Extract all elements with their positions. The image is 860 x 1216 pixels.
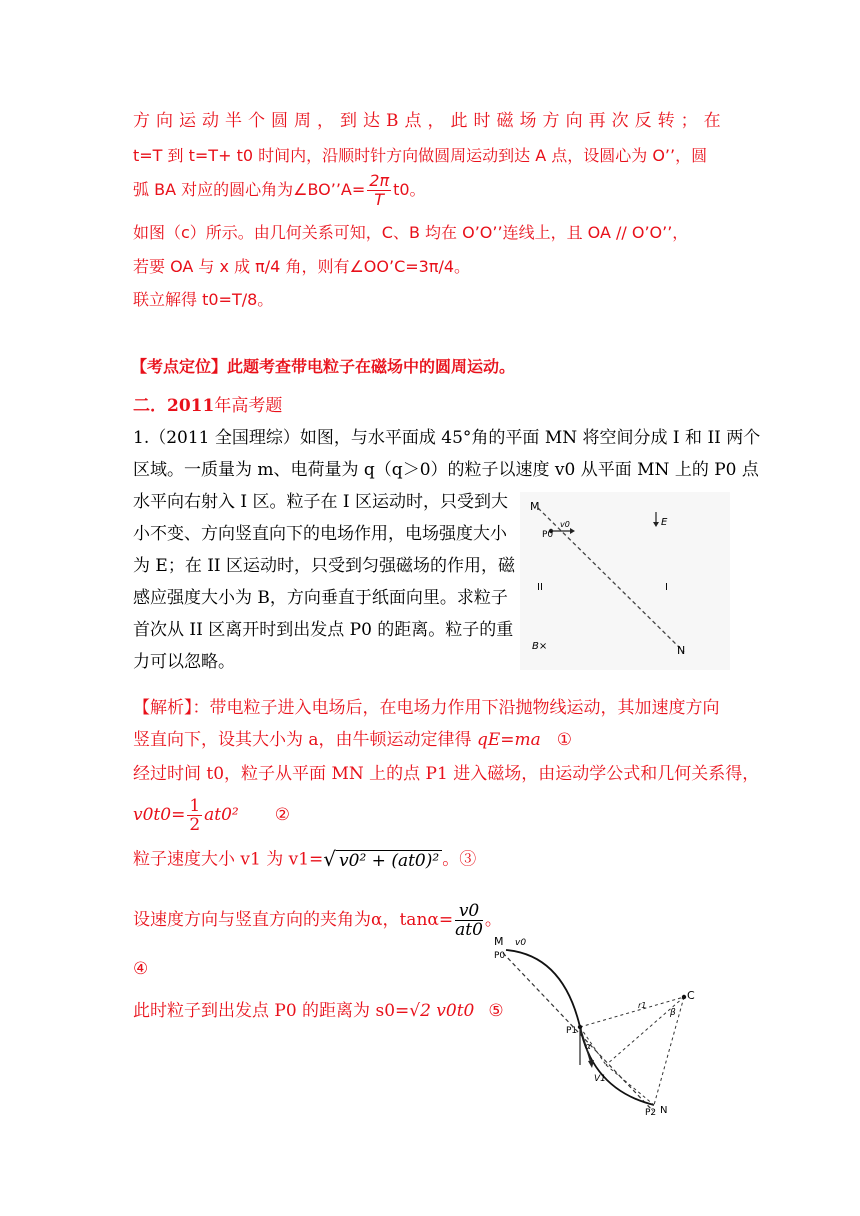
solution-line-1: 【解析】：带电粒子进入电场后，在电场力作用下沿抛物线运动，其加速度方向 bbox=[133, 698, 720, 718]
fig2-label-r1: r1 bbox=[638, 1001, 647, 1010]
solution-equation-1: qE=ma bbox=[476, 730, 541, 750]
problem-line-2: 区域。一质量为 m、电荷量为 q（q＞0）的粒子以速度 v0 从平面 MN 上的 P0 点 bbox=[133, 460, 759, 480]
solution-line-4-rhs: at0² bbox=[204, 805, 239, 825]
fig2-label-beta: β bbox=[670, 1008, 676, 1018]
solution-line-8 bbox=[133, 1000, 504, 1022]
fig1-label-II: II bbox=[537, 582, 543, 593]
solution-line-2 bbox=[133, 729, 572, 751]
tan-num: v0 bbox=[455, 902, 483, 921]
fig2-radius-line bbox=[580, 997, 684, 1027]
fig2-center-to-p2 bbox=[654, 997, 684, 1105]
equation-marker-5: ⑤ bbox=[488, 1001, 504, 1021]
solution-line-6-tail: 。 bbox=[484, 910, 502, 930]
problem-line-7: 首次从 II 区离开时到出发点 P0 的距离。粒子的重 bbox=[133, 620, 514, 640]
top-line-4: 如图（c）所示。由几何关系可知，C、B 均在 O’O’’连线上，且 OA // O’O’’， bbox=[133, 223, 689, 242]
solution-line-6-text: 设速度方向与竖直方向的夹角为α，tanα= bbox=[133, 910, 454, 930]
top-line-2: t=T 到 t=T+ t0 时间内，沿顺时针方向做圆周运动到达 A 点，设圆心为 O’’，圆 bbox=[133, 146, 708, 165]
equation-marker-1: ① bbox=[556, 730, 572, 750]
fig1-label-v0: v0 bbox=[560, 520, 570, 529]
section-year: 2011 bbox=[167, 396, 215, 416]
top-line-1: 方 向 运 动 半 个 圆 周 ， 到 达 B 点 ， 此 时 磁 场 方 向 再 次 反 转 ； 在 bbox=[133, 111, 721, 131]
sqrt-expression bbox=[323, 848, 442, 872]
half-den: 2 bbox=[189, 815, 201, 835]
fig2-label-N: N bbox=[660, 1105, 668, 1116]
fig1-label-I: I bbox=[665, 582, 668, 593]
solution-line-5-text: 粒子速度大小 v1 为 v1= bbox=[133, 849, 324, 870]
top-line-3 bbox=[133, 172, 426, 209]
fig2-v1-arrowhead bbox=[588, 1060, 594, 1068]
solution-line-5 bbox=[133, 848, 476, 872]
fig2-label-alpha: α bbox=[585, 1042, 591, 1052]
fig2-center-point bbox=[682, 995, 686, 999]
fig2-label-P0: P0 bbox=[494, 951, 506, 961]
solution-line-6 bbox=[133, 898, 502, 942]
top-line-3-text: 弧 BA 对应的圆心角为∠BO’’A= bbox=[133, 180, 366, 199]
top-line-3-tail: t0。 bbox=[393, 180, 426, 199]
fig1-label-P0: P0 bbox=[542, 530, 554, 540]
tan-fraction bbox=[455, 902, 483, 939]
solution-line-2-text: 竖直向下，设其大小为 a，由牛顿运动定律得 bbox=[133, 730, 477, 750]
fig2-label-v0: v0 bbox=[515, 938, 527, 948]
solution-line-8-value: √2 v0t0 bbox=[409, 1001, 475, 1021]
problem-line-6: 感应强度大小为 B，方向垂直于纸面向里。求粒子 bbox=[133, 588, 508, 608]
figure-1-bg bbox=[520, 492, 730, 670]
top-fraction-num: 2π bbox=[369, 171, 390, 190]
equation-marker-3: 。③ bbox=[442, 849, 477, 870]
fig2-p1-point bbox=[578, 1025, 582, 1029]
fig2-p1-to-mid bbox=[580, 1027, 606, 1065]
figure-mn-plane bbox=[520, 492, 730, 670]
fig1-label-E: E bbox=[661, 517, 668, 528]
fig1-label-B: B× bbox=[532, 641, 548, 652]
fig2-label-M: M bbox=[494, 935, 504, 948]
problem-line-1: 1.（2011 全国理综）如图，与水平面成 45°角的平面 MN 将空间分成 I 和 II 两个 bbox=[133, 428, 761, 448]
sqrt-sign: √ bbox=[323, 847, 337, 871]
fig2-label-P1: P1 bbox=[566, 1026, 578, 1036]
solution-line-4 bbox=[133, 795, 290, 835]
problem-line-4: 小不变、方向竖直向下的电场作用，电场强度大小 bbox=[133, 524, 507, 544]
fig1-label-N: N bbox=[677, 644, 686, 657]
problem-line-8: 力可以忽略。 bbox=[133, 652, 235, 672]
top-line-6: 联立解得 t0=T/8。 bbox=[133, 290, 274, 309]
top-line-5: 若要 OA 与 x 成 π/4 角，则有∠OO’C=3π/4。 bbox=[133, 257, 471, 276]
equation-marker-4: ④ bbox=[133, 959, 149, 979]
solution-line-4-lhs: v0t0= bbox=[133, 805, 186, 825]
equation-marker-2: ② bbox=[274, 805, 290, 825]
problem-line-5: 为 E；在 II 区运动时，只受到匀强磁场的作用，磁 bbox=[133, 556, 516, 576]
fig2-parabola-path bbox=[506, 950, 580, 1027]
section-title bbox=[133, 395, 282, 417]
fig1-label-M: M bbox=[530, 500, 540, 513]
half-fraction bbox=[187, 797, 202, 834]
section-prefix: 二． bbox=[133, 396, 167, 416]
fig2-mn-line bbox=[503, 953, 653, 1111]
solution-line-3: 经过时间 t0，粒子从平面 MN 上的点 P1 进入磁场，由运动学公式和几何关系得， bbox=[133, 764, 760, 784]
kaodian-line: 【考点定位】此题考查带电粒子在磁场中的圆周运动。 bbox=[131, 357, 516, 376]
half-num: 1 bbox=[189, 796, 201, 816]
fig2-label-C: C bbox=[687, 989, 695, 1002]
top-fraction-den: T bbox=[374, 190, 385, 209]
section-suffix: 年高考题 bbox=[214, 396, 283, 416]
sqrt-radicand: v0² + (at0)² bbox=[336, 850, 442, 871]
figure-trajectory bbox=[488, 925, 710, 1121]
fig2-label-P2: P2 bbox=[645, 1108, 657, 1118]
solution-line-8-text: 此时粒子到出发点 P0 的距离为 s0= bbox=[133, 1001, 410, 1021]
top-fraction bbox=[367, 172, 391, 209]
fig2-label-V1: V1 bbox=[594, 1074, 606, 1084]
tan-den: at0 bbox=[455, 920, 483, 940]
problem-line-3: 水平向右射入 I 区。粒子在 I 区运动时，只受到大 bbox=[133, 492, 509, 512]
